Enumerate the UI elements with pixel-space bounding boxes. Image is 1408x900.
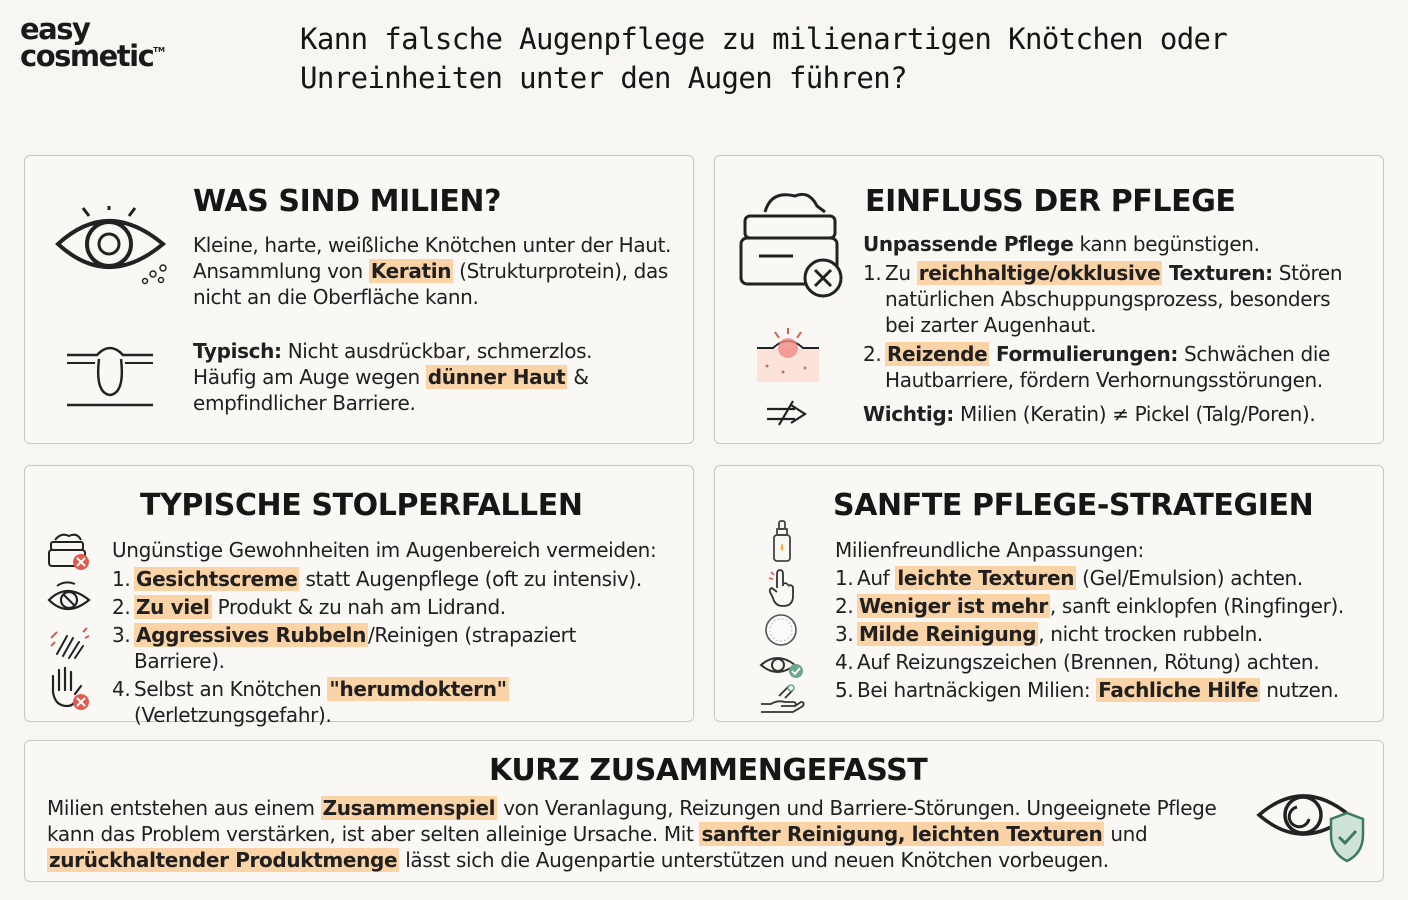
rubbing-hand-icon: [47, 624, 91, 664]
list-number: 2.: [112, 595, 131, 619]
pflege-heading: EINFLUSS DER PFLEGE: [865, 184, 1236, 219]
item-pre: Auf: [857, 566, 896, 590]
eye-icon: [53, 206, 173, 286]
item-pre: Selbst an Knötchen: [134, 677, 328, 701]
cotton-pad-icon: [763, 612, 799, 648]
list-item: [835, 565, 1375, 591]
item-bold: Formulierungen:: [989, 342, 1178, 366]
highlight-zu-viel: Zu viel: [136, 595, 210, 619]
item-rest: Auf Reizungszeichen (Brennen, Rötung) achten.: [857, 650, 1320, 674]
highlight-fachliche-hilfe: Fachliche Hilfe: [1098, 678, 1259, 702]
sanft-heading: SANFTE PFLEGE-STRATEGIEN: [833, 488, 1314, 523]
brand-line1: easy: [20, 12, 90, 46]
milien-desc: [193, 232, 688, 310]
item-rest: statt Augenpflege (oft zu intensiv).: [299, 567, 642, 591]
list-number: 3.: [835, 622, 854, 646]
item-rest: Produkt & zu nah am Lidrand.: [211, 595, 506, 619]
list-item: [863, 260, 1363, 338]
care-hand-icon: [759, 682, 805, 714]
milien-desc-b: (Strukturprotein), das nicht an die Oberfläche kann.: [193, 259, 668, 309]
cream-jar-no-icon: [737, 186, 847, 298]
typisch-a: Nicht ausdrückbar, schmerzlos. Häufig am Auge wegen: [193, 339, 593, 389]
pflege-intro-rest: kann begünstigen.: [1073, 232, 1260, 256]
face-cream-no-icon: [47, 530, 91, 572]
pflege-intro-bold: Unpassende Pflege: [863, 232, 1074, 256]
item-rest: nutzen.: [1260, 678, 1339, 702]
hand-no-icon: [45, 666, 93, 712]
list-number: 5.: [835, 678, 854, 702]
list-item: [112, 566, 672, 592]
list-number: 1.: [863, 261, 882, 285]
fazit-c: und: [1104, 822, 1148, 846]
pflege-intro: [863, 231, 1363, 257]
panel-fazit: [24, 740, 1384, 882]
highlight-reichhaltig: reichhaltige/okklusive: [918, 261, 1161, 285]
sanft-intro: Milienfreundliche Anpassungen:: [835, 538, 1144, 562]
highlight-reizende: Reizende: [887, 342, 988, 366]
note-rest: Milien (Keratin) ≠ Pickel (Talg/Poren).: [953, 402, 1316, 426]
note-label: Wichtig:: [863, 402, 954, 426]
list-number: 3.: [112, 623, 131, 647]
milien-desc-a: Kleine, harte, weißliche Knötchen unter der Haut. Ansammlung von: [193, 233, 672, 283]
list-number: 1.: [835, 566, 854, 590]
stolper-heading: TYPISCHE STOLPERFALLEN: [140, 488, 583, 523]
highlight-keratin: Keratin: [370, 259, 452, 283]
item-rest: , nicht trocken rubbeln.: [1038, 622, 1263, 646]
skin-bump-icon: [65, 343, 155, 409]
tapping-finger-icon: [765, 568, 799, 608]
pflege-list: [863, 260, 1363, 393]
fazit-b: von Veranlagung, Reizungen und Barriere-Störungen. Ungeeignete Pflege kann das Problem verstärken, ist aber selten alleinige Ursache. Mit: [47, 796, 1217, 846]
list-number: 2.: [863, 342, 882, 366]
list-number: 4.: [112, 677, 131, 701]
highlight-weniger-ist-mehr: Weniger ist mehr: [859, 594, 1048, 618]
brand-tm: TM: [153, 45, 166, 54]
list-item: [863, 341, 1363, 393]
fazit-d: lässt sich die Augenpartie unterstützen und neuen Knötchen vorbeugen.: [399, 848, 1109, 872]
title-line1: Kann falsche Augenpflege zu milienartigen Knötchen oder: [300, 22, 1228, 56]
highlight-leichte-texturen: leichte Texturen: [897, 566, 1075, 590]
highlight-sanfte-reinigung: sanfter Reinigung, leichten Texturen: [701, 822, 1103, 846]
list-number: 1.: [112, 567, 131, 591]
highlight-rubbeln: Aggressives Rubbeln: [136, 623, 366, 647]
item-bold: Texturen:: [1162, 261, 1273, 285]
pflege-note: [863, 401, 1363, 427]
item-rest: Schwächen die Hautbarriere, fördern Verhornungsstörungen.: [885, 342, 1331, 392]
brand-line2: cosmetic: [20, 38, 154, 73]
list-item: [112, 676, 532, 728]
sanft-list: [835, 565, 1375, 703]
highlight-herumdoktern: "herumdoktern": [329, 677, 507, 701]
item-rest: (Gel/Emulsion) achten.: [1076, 566, 1303, 590]
milien-typisch: [193, 338, 633, 416]
list-number: 2.: [835, 594, 854, 618]
panel-stolperfallen: [24, 465, 694, 727]
highlight-duenne-haut: dünner Haut: [427, 365, 566, 389]
brand-logo: [20, 12, 166, 73]
stolper-list: [112, 566, 672, 728]
highlight-zusammenspiel: Zusammenspiel: [322, 796, 496, 820]
highlight-gesichtscreme: Gesichtscreme: [136, 567, 298, 591]
list-item: [835, 621, 1375, 647]
item-rest: Stören natürlichen Abschuppungsprozess, besonders bei zarter Augenhaut.: [885, 261, 1343, 337]
list-number: 4.: [835, 650, 854, 674]
eye-warning-icon: [45, 578, 93, 620]
stolper-intro: Ungünstige Gewohnheiten im Augenbereich vermeiden:: [112, 538, 657, 562]
list-item: [835, 677, 1375, 703]
highlight-milde-reinigung: Milde Reinigung: [859, 622, 1037, 646]
panel-milien: [24, 155, 694, 444]
fazit-heading: KURZ ZUSAMMENGEFASST: [489, 753, 928, 788]
panel-pflege: [714, 155, 1384, 444]
list-item: [835, 593, 1375, 619]
panel-strategien: [714, 465, 1384, 722]
milien-heading: WAS SIND MILIEN?: [193, 184, 502, 219]
page-title: [300, 20, 1300, 98]
item-pre: Zu: [885, 261, 917, 285]
eye-check-icon: [759, 651, 805, 681]
typisch-b: & empfindlicher Barriere.: [193, 365, 589, 415]
list-item: [835, 649, 1375, 675]
item-pre: Bei hartnäckigen Milien:: [857, 678, 1097, 702]
fazit-a: Milien entstehen aus einem: [47, 796, 321, 820]
item-rest: (Verletzungsgefahr).: [134, 703, 332, 727]
title-line2: Unreinheiten unter den Augen führen?: [300, 61, 907, 95]
list-item: [112, 594, 672, 620]
eye-shield-icon: [1253, 775, 1365, 865]
not-equal-arrows-icon: [765, 399, 813, 427]
irritated-skin-icon: [753, 326, 823, 384]
typisch-label: Typisch:: [193, 339, 282, 363]
fazit-text: [47, 795, 1247, 873]
list-item: [112, 622, 672, 674]
item-rest: , sanft einklopfen (Ringfinger).: [1049, 594, 1344, 618]
dropper-bottle-icon: [771, 519, 793, 563]
item-rest: /Reinigen (strapaziert Barriere).: [134, 623, 577, 673]
highlight-produktmenge: zurückhaltender Produktmenge: [49, 848, 398, 872]
